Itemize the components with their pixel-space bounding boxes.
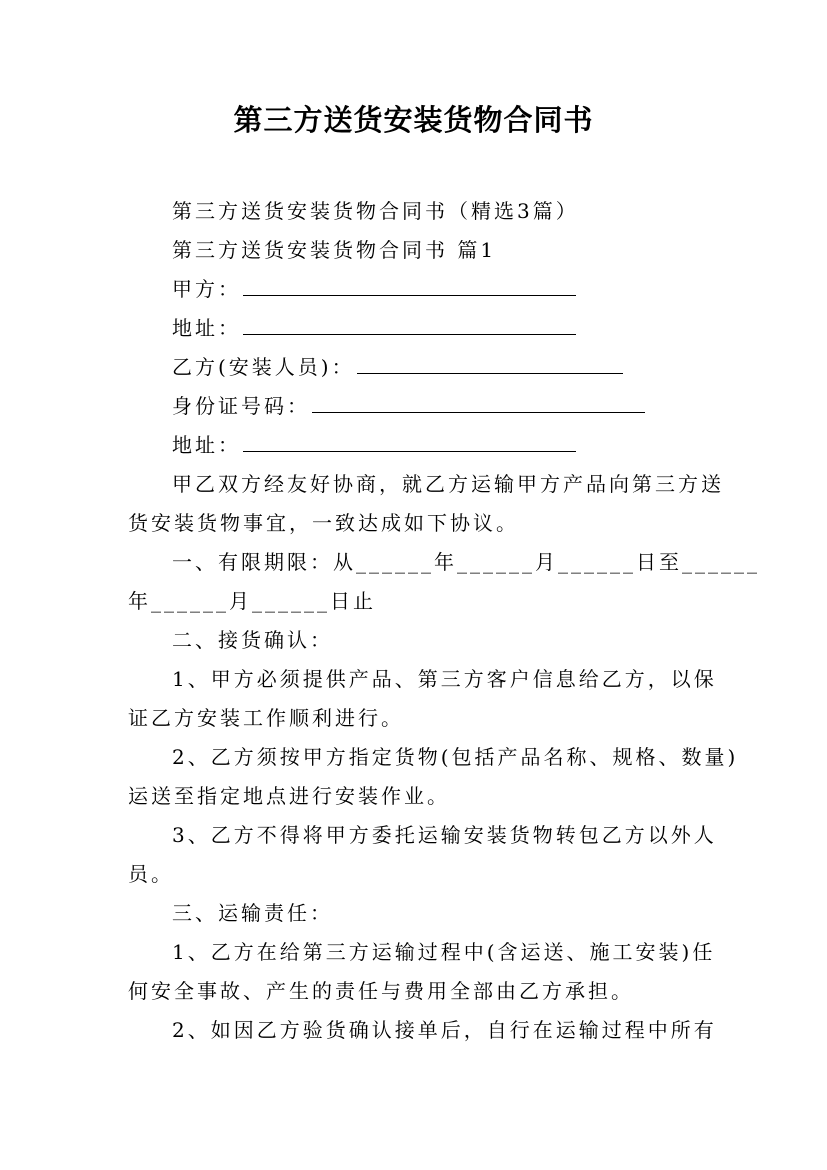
term-line-2: 年______月______日止 — [128, 589, 376, 613]
clause-2-2-line-2: 运送至指定地点进行安装作业。 — [128, 784, 450, 808]
clause-3-heading: 三、运输责任： — [172, 901, 333, 925]
clause-2-3-line-2: 员。 — [128, 862, 174, 886]
id-number-blank — [312, 394, 645, 413]
party-a-blank — [243, 277, 576, 296]
clause-3-2-line-1: 2、如因乙方验货确认接单后，自行在运输过程中所有 — [172, 1018, 717, 1042]
section-heading: 第三方送货安装货物合同书 篇1 — [172, 238, 497, 262]
id-number-label: 身份证号码： — [172, 394, 310, 418]
intro-paragraph-line-1: 甲乙双方经友好协商，就乙方运输甲方产品向第三方送 — [172, 472, 724, 496]
clause-2-3-line-1: 3、乙方不得将甲方委托运输安装货物转包乙方以外人 — [172, 823, 717, 847]
clause-2-1-line-1: 1、甲方必须提供产品、第三方客户信息给乙方，以保 — [172, 667, 717, 691]
party-b-label: 乙方(安装人员)： — [172, 355, 355, 379]
clause-2-2-line-1: 2、乙方须按甲方指定货物(包括产品名称、规格、数量) — [172, 745, 739, 769]
address-blank-2 — [243, 433, 576, 452]
address-field-2 — [172, 430, 712, 460]
address-blank-1 — [243, 316, 576, 335]
term-line-1: 一、有限期限：从______年______月______日至______ — [172, 550, 760, 574]
document-subtitle: 第三方送货安装货物合同书（精选3篇） — [172, 199, 579, 223]
intro-paragraph-line-2: 货安装货物事宜，一致达成如下协议。 — [128, 511, 519, 535]
party-a-label: 甲方： — [172, 277, 241, 301]
clause-2-heading: 二、接货确认： — [172, 628, 333, 652]
party-b-field — [172, 352, 712, 382]
party-a-field — [172, 274, 712, 304]
id-number-field — [172, 391, 712, 421]
clause-3-1-line-1: 1、乙方在给第三方运输过程中(含运送、施工安装)任 — [172, 940, 716, 964]
party-b-blank — [357, 355, 623, 374]
address-field-1 — [172, 313, 712, 343]
clause-2-1-line-2: 证乙方安装工作顺利进行。 — [128, 706, 404, 730]
clause-3-1-line-2: 何安全事故、产生的责任与费用全部由乙方承担。 — [128, 979, 634, 1003]
document-title: 第三方送货安装货物合同书 — [233, 103, 594, 137]
address-label-2: 地址： — [172, 433, 241, 457]
address-label-1: 地址： — [172, 316, 241, 340]
